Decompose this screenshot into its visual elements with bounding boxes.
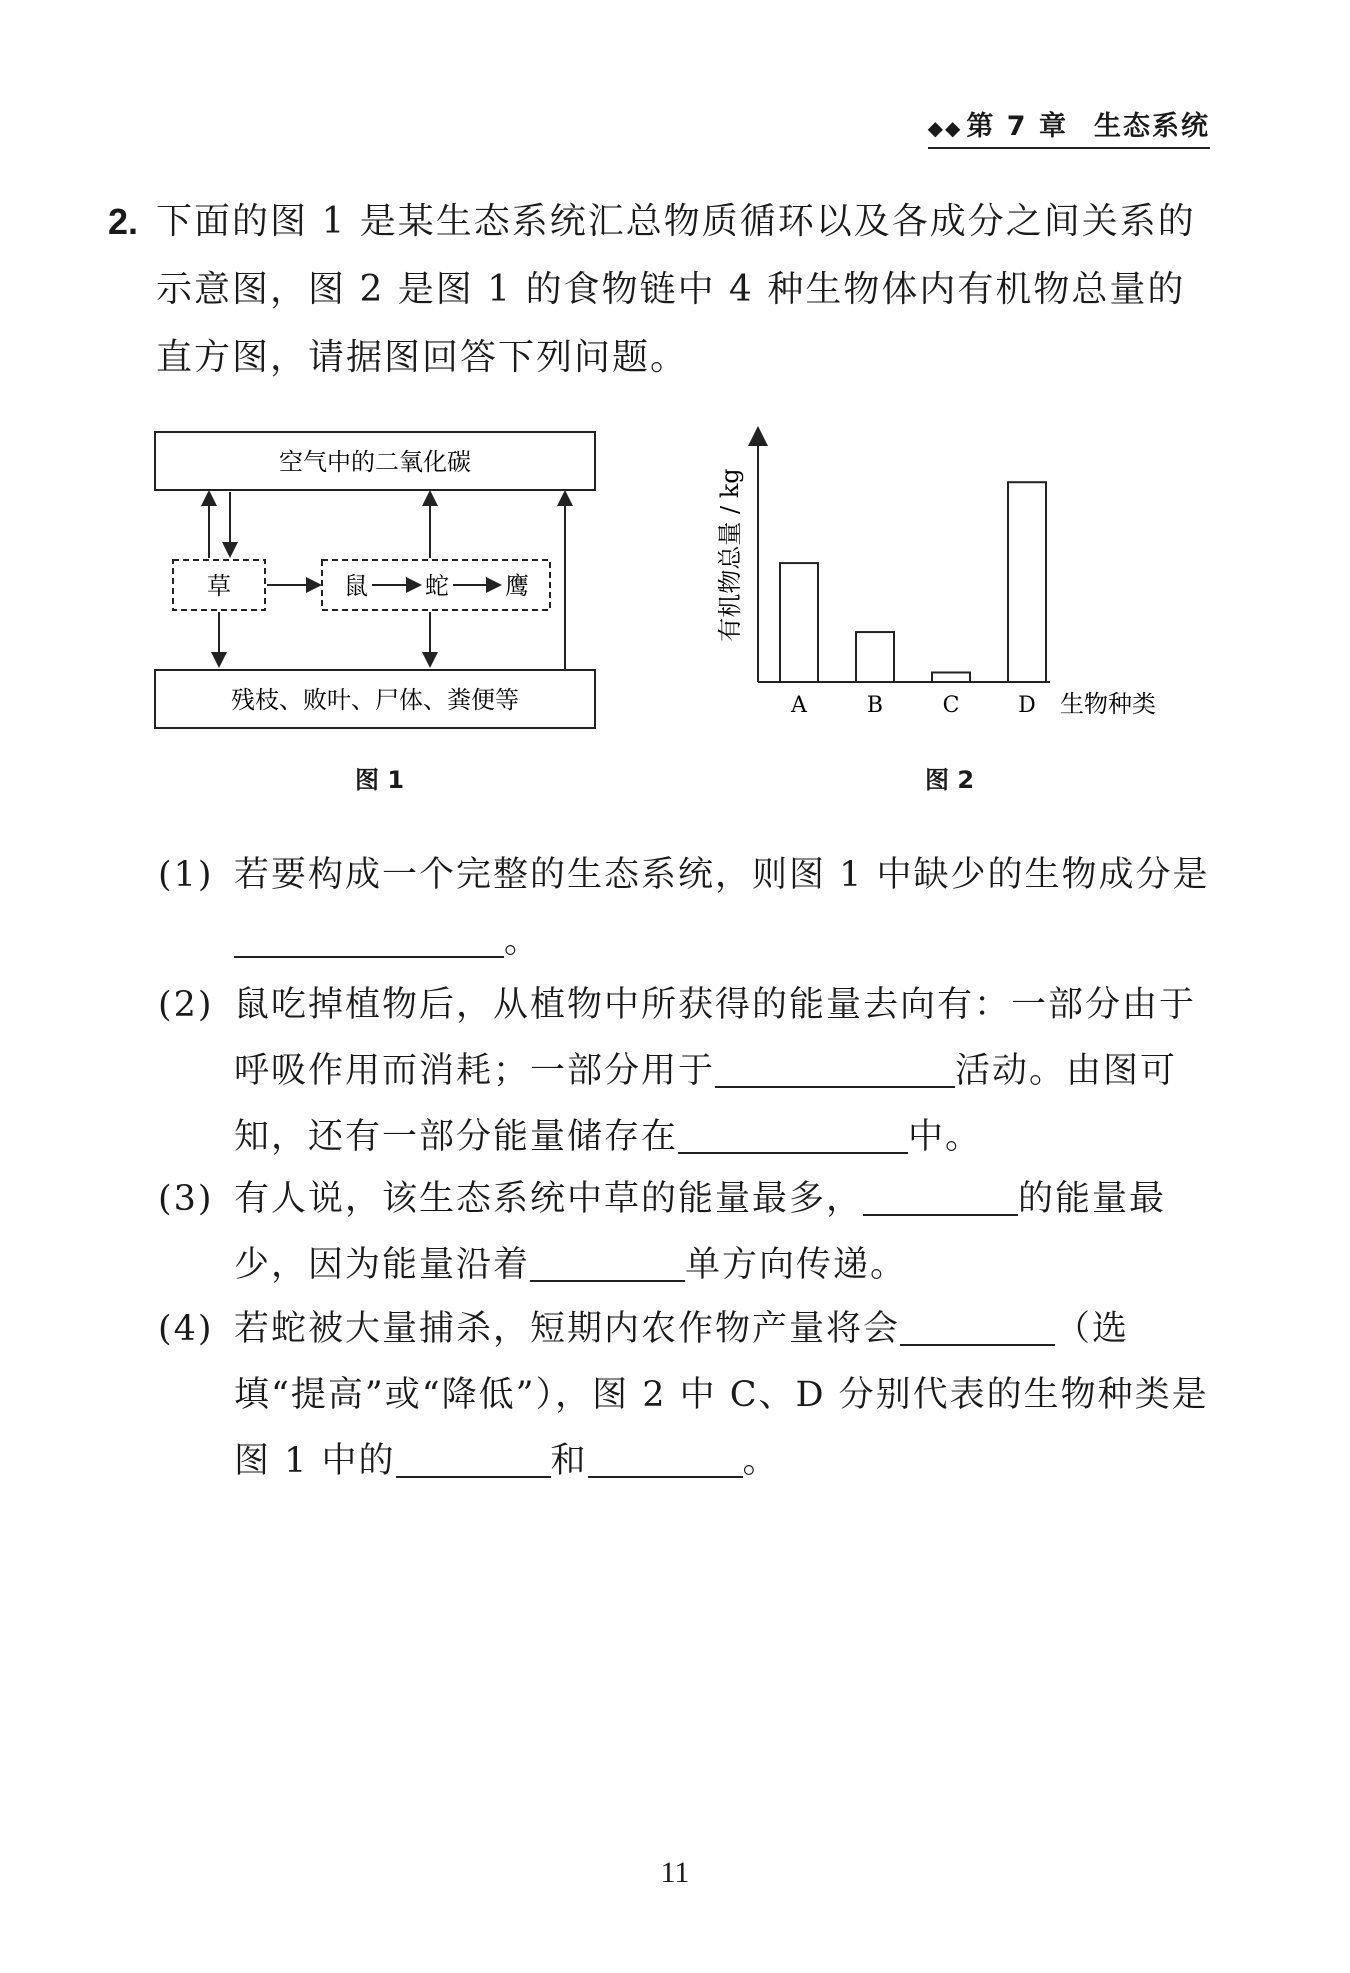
answer-blank[interactable] [900,1304,1055,1346]
subquestion-mark: (1) [158,855,214,895]
tick-label-d: D [1018,693,1036,718]
subquestion-text: 的能量最少，因为能量沿着 [234,1179,1167,1285]
bar-c [932,672,970,682]
figure-2-chart [700,420,1200,740]
figure-1-caption: 图 1 [355,766,405,794]
eagle-label: 鹰 [505,572,529,600]
subquestion-mark: (4) [158,1309,214,1349]
x-axis-label: 生物种类 [1060,690,1156,718]
chapter-title: 生态系统 [1094,111,1210,142]
answer-blank[interactable] [715,1046,955,1088]
question-number: 2. [108,201,139,242]
subquestion-text: 有人说，该生态系统中草的能量最多， [234,1179,864,1219]
tick-label-b: B [866,693,884,718]
co2-label: 空气中的二氧化碳 [279,448,471,476]
subquestion-mark: (2) [158,985,214,1025]
bar-b [856,632,894,682]
diamond-icon: ◆◆ [927,116,963,140]
answer-blank[interactable] [678,1112,908,1154]
answer-blank[interactable] [234,916,504,958]
subquestion-1 [158,842,1218,974]
question-intro [108,188,1218,392]
chapter-header [928,104,1210,149]
subquestion-text: 和 [550,1441,588,1481]
subquestion-mark: (3) [158,1179,214,1219]
tick-label-a: A [791,693,807,718]
y-axis-label: 有机物总量 / kg [716,468,744,642]
subquestion-text: 鼠吃掉植物后，从植物中所获得的能量去向有：一部分由于呼吸作用而消耗；一部分用于 [234,985,1197,1091]
grass-label: 草 [207,572,231,600]
figure-2-caption: 图 2 [925,766,975,794]
bar-d [1008,482,1046,682]
subquestion-text: （选填“提高”或“降低”），图 2 中 C、D 分别代表的生物种类是图 1 中的 [234,1309,1209,1481]
page-number: 11 [660,1856,690,1889]
answer-blank[interactable] [863,1174,1018,1216]
chapter-number: 第 7 章 [966,111,1068,142]
answer-blank[interactable] [396,1436,551,1478]
subquestion-4 [158,1296,1218,1494]
snake-label: 蛇 [425,572,449,600]
subquestion-text: 。 [742,1441,780,1481]
subquestion-text: 中。 [908,1117,983,1157]
subquestion-text: 若要构成一个完整的生态系统，则图 1 中缺少的生物成分是 [234,855,1210,895]
tick-label-c: C [942,693,960,718]
subquestion-text: 。 [504,921,542,961]
subquestion-text: 活动。由图可知，还有一部分能量储存在 [234,1051,1178,1157]
subquestion-2 [158,972,1218,1170]
figure-1-diagram [150,428,610,738]
subquestion-text: 若蛇被大量捕杀，短期内农作物产量将会 [234,1309,901,1349]
bar-a [780,563,818,682]
mouse-label: 鼠 [344,572,368,600]
answer-blank[interactable] [530,1240,685,1282]
question-text: 下面的图 1 是某生态系统汇总物质循环以及各成分之间关系的示意图，图 2 是图 1 的食物链中 4 种生物体内有机物总量的直方图，请据图回答下列问题。 [156,201,1196,378]
answer-blank[interactable] [588,1436,743,1478]
subquestion-text: 单方向传递。 [685,1245,908,1285]
residue-label: 残枝、败叶、尸体、粪便等 [231,686,519,714]
subquestion-3 [158,1166,1218,1298]
